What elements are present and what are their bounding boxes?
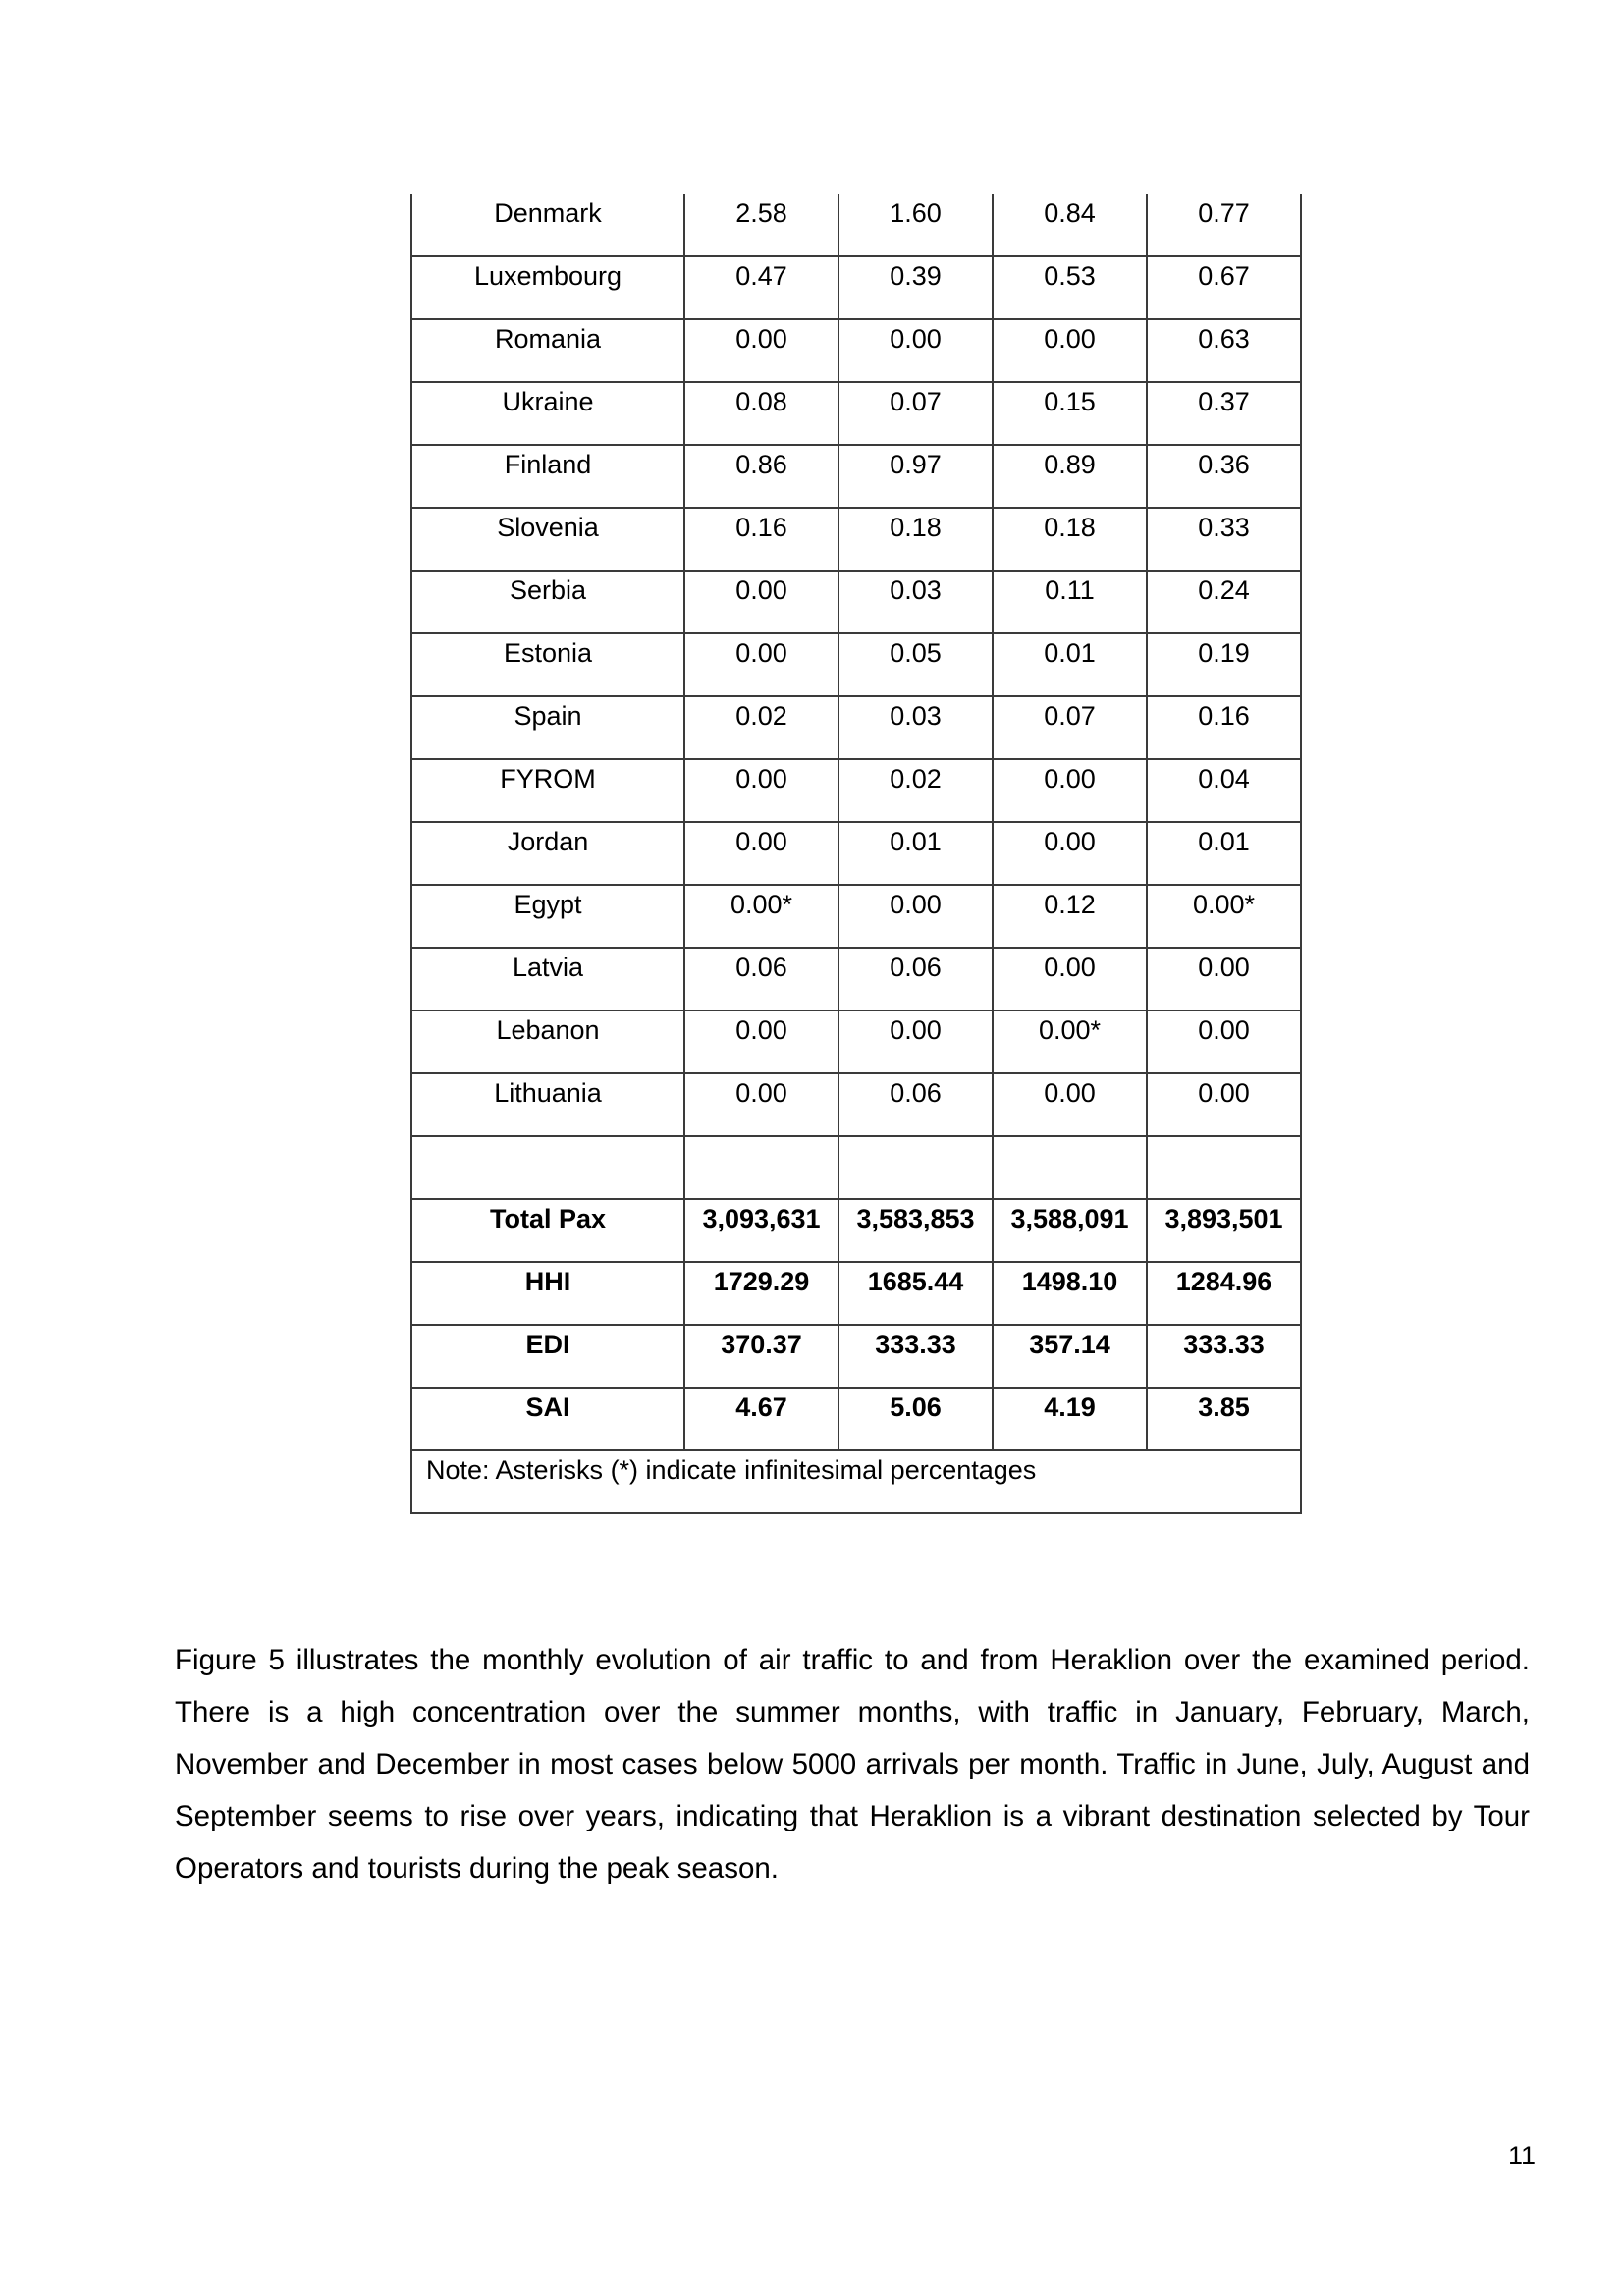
cell-value: 333.33 <box>875 1330 956 1359</box>
value-cell <box>1147 1388 1301 1450</box>
value-cell <box>993 1325 1147 1388</box>
table-row <box>411 1011 1301 1073</box>
row-label: Lebanon <box>496 1015 600 1045</box>
cell-value: 0.97 <box>890 450 942 479</box>
cell-value: 5.06 <box>890 1393 942 1422</box>
row-label: EDI <box>525 1330 570 1359</box>
value-cell <box>838 571 993 633</box>
cell-value: 0.06 <box>735 953 787 982</box>
cell-value: 3,093,631 <box>702 1204 821 1233</box>
cell-value: 0.00 <box>1198 1015 1250 1045</box>
cell-value: 0.86 <box>735 450 787 479</box>
value-cell <box>838 194 993 256</box>
value-cell <box>993 885 1147 948</box>
cell-value: 0.47 <box>735 261 787 291</box>
row-label-cell <box>411 1136 684 1199</box>
value-cell <box>993 1388 1147 1450</box>
cell-value: 0.18 <box>1044 513 1096 542</box>
value-cell <box>684 1073 838 1136</box>
cell-value: 0.06 <box>890 953 942 982</box>
row-label <box>412 1137 683 1143</box>
value-cell <box>684 822 838 885</box>
cell-value: 357.14 <box>1029 1330 1110 1359</box>
summary-row <box>411 1388 1301 1450</box>
table-row <box>411 948 1301 1011</box>
value-cell <box>684 885 838 948</box>
cell-value: 0.00* <box>1038 1015 1102 1045</box>
cell-value: 0.00 <box>735 1015 787 1045</box>
value-cell <box>1147 508 1301 571</box>
value-cell <box>993 696 1147 759</box>
cell-value: 0.33 <box>1198 513 1250 542</box>
table-row <box>411 382 1301 445</box>
cell-value: 0.11 <box>1045 575 1095 605</box>
cell-value: 1.60 <box>890 198 942 228</box>
row-label: SAI <box>525 1393 570 1422</box>
value-cell <box>684 194 838 256</box>
value-cell <box>1147 1011 1301 1073</box>
cell-value <box>839 1137 992 1143</box>
cell-value: 0.07 <box>890 387 942 416</box>
value-cell <box>993 508 1147 571</box>
value-cell <box>838 445 993 508</box>
value-cell <box>684 571 838 633</box>
value-cell <box>838 1199 993 1262</box>
value-cell <box>838 759 993 822</box>
value-cell <box>684 508 838 571</box>
cell-value: 3,893,501 <box>1164 1204 1283 1233</box>
cell-value <box>685 1137 838 1143</box>
value-cell <box>1147 1325 1301 1388</box>
value-cell <box>684 1262 838 1325</box>
row-label: Egypt <box>514 890 582 919</box>
cell-value: 0.00 <box>1044 1078 1096 1108</box>
cell-value: 0.08 <box>735 387 787 416</box>
table-row <box>411 822 1301 885</box>
value-cell <box>993 1199 1147 1262</box>
row-label-cell <box>411 382 684 445</box>
table-row <box>411 319 1301 382</box>
cell-value: 0.00 <box>1044 764 1096 793</box>
cell-value: 0.00 <box>890 1015 942 1045</box>
value-cell <box>684 1136 838 1199</box>
value-cell <box>838 1325 993 1388</box>
value-cell <box>993 256 1147 319</box>
cell-value: 370.37 <box>721 1330 802 1359</box>
row-label-cell <box>411 1262 684 1325</box>
cell-value: 1685.44 <box>867 1267 964 1296</box>
cell-value: 0.01 <box>1044 638 1096 668</box>
row-label-cell <box>411 1325 684 1388</box>
summary-row <box>411 1262 1301 1325</box>
cell-value: 0.07 <box>1044 701 1096 731</box>
row-label: Jordan <box>507 827 589 856</box>
cell-value: 0.05 <box>890 638 942 668</box>
row-label: Latvia <box>512 953 584 982</box>
value-cell <box>684 382 838 445</box>
value-cell <box>1147 633 1301 696</box>
cell-value: 0.00 <box>890 890 942 919</box>
cell-value: 0.53 <box>1044 261 1096 291</box>
cell-value: 3.85 <box>1198 1393 1250 1422</box>
value-cell <box>1147 948 1301 1011</box>
row-label: HHI <box>524 1267 571 1296</box>
value-cell <box>838 696 993 759</box>
cell-value: 0.36 <box>1198 450 1250 479</box>
value-cell <box>684 948 838 1011</box>
cell-value: 333.33 <box>1183 1330 1265 1359</box>
cell-value: 0.89 <box>1044 450 1096 479</box>
row-label-cell <box>411 445 684 508</box>
value-cell <box>993 1262 1147 1325</box>
row-label-cell <box>411 1199 684 1262</box>
row-label: FYROM <box>500 764 596 793</box>
cell-value: 0.16 <box>1198 701 1250 731</box>
row-label-cell <box>411 948 684 1011</box>
value-cell <box>1147 445 1301 508</box>
cell-value: 3,583,853 <box>856 1204 975 1233</box>
table-row <box>411 256 1301 319</box>
value-cell <box>684 1325 838 1388</box>
summary-row <box>411 1325 1301 1388</box>
value-cell <box>838 382 993 445</box>
value-cell <box>684 319 838 382</box>
row-label-cell <box>411 885 684 948</box>
cell-value: 0.01 <box>1198 827 1250 856</box>
cell-value: 1498.10 <box>1021 1267 1118 1296</box>
cell-value: 0.12 <box>1044 890 1096 919</box>
value-cell <box>1147 1073 1301 1136</box>
table-row <box>411 633 1301 696</box>
value-cell <box>838 885 993 948</box>
row-label-cell <box>411 508 684 571</box>
row-label-cell <box>411 759 684 822</box>
row-label: Denmark <box>494 198 602 228</box>
row-label: Total Pax <box>489 1204 607 1233</box>
cell-value <box>994 1137 1146 1143</box>
cell-value: 0.39 <box>890 261 942 291</box>
cell-value: 0.00 <box>890 324 942 354</box>
cell-value: 1284.96 <box>1175 1267 1272 1296</box>
row-label: Lithuania <box>494 1078 602 1108</box>
row-label-cell <box>411 1388 684 1450</box>
row-label: Luxembourg <box>473 261 622 291</box>
table-row <box>411 508 1301 571</box>
cell-value: 4.67 <box>735 1393 787 1422</box>
cell-value: 0.00 <box>735 1078 787 1108</box>
table-note <box>411 1450 1301 1513</box>
value-cell <box>684 759 838 822</box>
value-cell <box>684 445 838 508</box>
row-label: Ukraine <box>502 387 594 416</box>
cell-value: 3,588,091 <box>1010 1204 1129 1233</box>
value-cell <box>838 256 993 319</box>
cell-value: 0.00 <box>735 638 787 668</box>
row-label-cell <box>411 633 684 696</box>
value-cell <box>838 1136 993 1199</box>
value-cell <box>993 759 1147 822</box>
table-row <box>411 885 1301 948</box>
cell-value: 0.00* <box>1192 890 1256 919</box>
cell-value: 0.18 <box>890 513 942 542</box>
value-cell <box>1147 885 1301 948</box>
value-cell <box>838 1262 993 1325</box>
value-cell <box>1147 571 1301 633</box>
table-row <box>411 759 1301 822</box>
cell-value: 0.02 <box>890 764 942 793</box>
row-label-cell <box>411 256 684 319</box>
country-share-table <box>410 194 1302 1514</box>
table-row <box>411 696 1301 759</box>
row-label: Slovenia <box>497 513 599 542</box>
cell-value <box>1148 1137 1300 1143</box>
cell-value: 0.06 <box>890 1078 942 1108</box>
cell-value: 0.19 <box>1198 638 1250 668</box>
cell-value: 0.00 <box>735 827 787 856</box>
row-label: Finland <box>504 450 592 479</box>
cell-value: 0.03 <box>890 575 942 605</box>
row-label: Spain <box>514 701 582 731</box>
value-cell <box>684 633 838 696</box>
value-cell <box>1147 696 1301 759</box>
value-cell <box>684 696 838 759</box>
value-cell <box>1147 1262 1301 1325</box>
value-cell <box>993 1011 1147 1073</box>
value-cell <box>993 948 1147 1011</box>
value-cell <box>993 822 1147 885</box>
value-cell <box>1147 194 1301 256</box>
cell-value: 0.16 <box>735 513 787 542</box>
note-row <box>411 1450 1301 1513</box>
row-label-cell <box>411 319 684 382</box>
value-cell <box>993 1136 1147 1199</box>
cell-value: 0.00 <box>735 324 787 354</box>
cell-value: 0.00 <box>1044 827 1096 856</box>
row-label: Romania <box>494 324 602 354</box>
row-label-cell <box>411 696 684 759</box>
row-label-cell <box>411 571 684 633</box>
value-cell <box>684 256 838 319</box>
row-label: Estonia <box>503 638 593 668</box>
cell-value: 0.00 <box>735 764 787 793</box>
cell-value: 2.58 <box>735 198 787 228</box>
row-label-cell <box>411 1073 684 1136</box>
table-note-text: Note: Asterisks (*) indicate infinitesimal percentages <box>426 1455 1037 1485</box>
page-number: 11 <box>1507 2141 1536 2170</box>
row-label-cell <box>411 1011 684 1073</box>
value-cell <box>993 445 1147 508</box>
value-cell <box>1147 256 1301 319</box>
cell-value: 4.19 <box>1044 1393 1096 1422</box>
cell-value: 0.00* <box>730 890 793 919</box>
value-cell <box>684 1011 838 1073</box>
table-row <box>411 571 1301 633</box>
cell-value: 0.00 <box>1044 324 1096 354</box>
value-cell <box>684 1388 838 1450</box>
value-cell <box>838 1388 993 1450</box>
value-cell <box>1147 382 1301 445</box>
value-cell <box>1147 319 1301 382</box>
cell-value: 0.00 <box>1044 953 1096 982</box>
row-label-cell <box>411 822 684 885</box>
body-paragraph: Figure 5 illustrates the monthly evolution of air traffic to and from Heraklion over the examined period. There is a high concentration over the summer months, with traffic in January, February, March, November and December in most cases below 5000 arrivals per month. Traffic in June, July, August and September seems to rise over years, indicating that Heraklion is a vibrant destination selected by Tour Operators and tourists during the peak season. <box>175 1644 1530 1885</box>
row-label: Serbia <box>509 575 587 605</box>
value-cell <box>1147 822 1301 885</box>
cell-value: 0.01 <box>890 827 942 856</box>
cell-value: 0.02 <box>735 701 787 731</box>
cell-value: 0.84 <box>1044 198 1096 228</box>
value-cell <box>1147 1199 1301 1262</box>
table-row <box>411 1073 1301 1136</box>
value-cell <box>838 1011 993 1073</box>
cell-value: 0.37 <box>1198 387 1250 416</box>
value-cell <box>993 382 1147 445</box>
cell-value: 0.04 <box>1198 764 1250 793</box>
row-label-cell <box>411 194 684 256</box>
cell-value: 0.77 <box>1198 198 1250 228</box>
table-row <box>411 194 1301 256</box>
value-cell <box>1147 1136 1301 1199</box>
cell-value: 0.00 <box>1198 953 1250 982</box>
value-cell <box>838 1073 993 1136</box>
cell-value: 0.63 <box>1198 324 1250 354</box>
cell-value: 0.15 <box>1044 387 1096 416</box>
value-cell <box>1147 759 1301 822</box>
cell-value: 0.24 <box>1198 575 1250 605</box>
value-cell <box>838 822 993 885</box>
value-cell <box>993 571 1147 633</box>
value-cell <box>838 319 993 382</box>
value-cell <box>684 1199 838 1262</box>
cell-value: 1729.29 <box>713 1267 810 1296</box>
table-row <box>411 1136 1301 1199</box>
summary-row <box>411 1199 1301 1262</box>
value-cell <box>838 948 993 1011</box>
table-row <box>411 445 1301 508</box>
cell-value: 0.00 <box>1198 1078 1250 1108</box>
cell-value: 0.00 <box>735 575 787 605</box>
value-cell <box>993 633 1147 696</box>
value-cell <box>993 194 1147 256</box>
value-cell <box>838 508 993 571</box>
value-cell <box>838 633 993 696</box>
value-cell <box>993 319 1147 382</box>
cell-value: 0.03 <box>890 701 942 731</box>
cell-value: 0.67 <box>1198 261 1250 291</box>
value-cell <box>993 1073 1147 1136</box>
